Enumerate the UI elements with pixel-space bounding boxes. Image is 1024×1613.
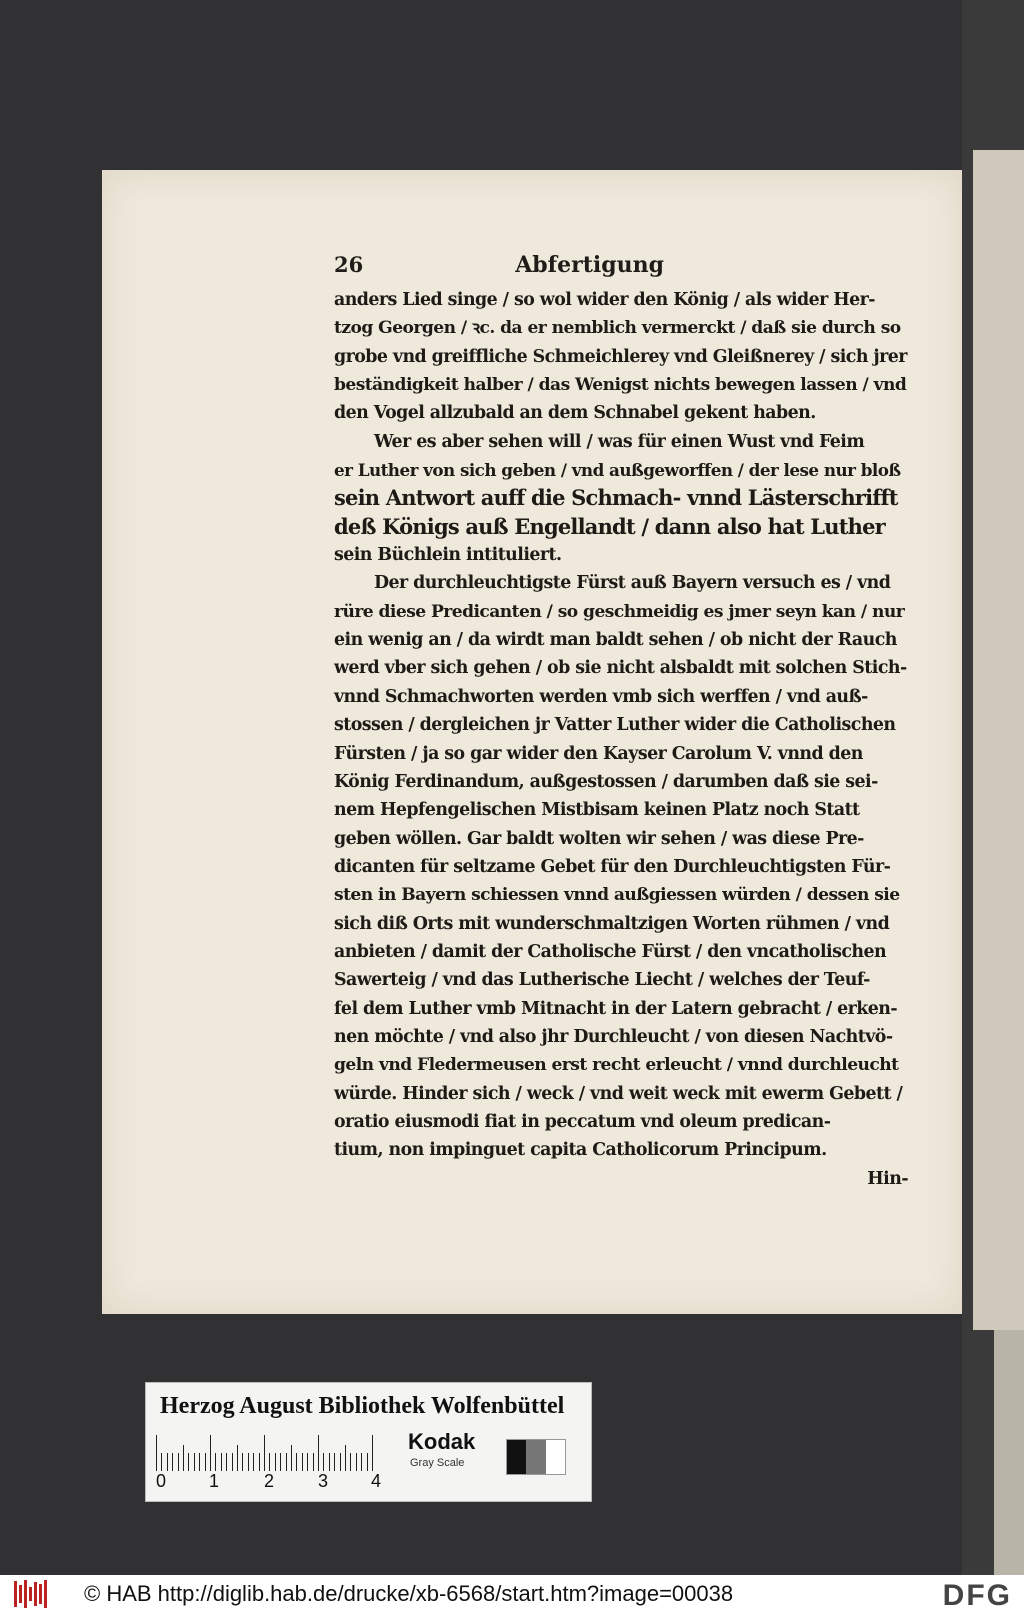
text-line: anders Lied singe / so wol wider den König / als wider Her- bbox=[334, 290, 875, 310]
text-line: nem Hepfengelischen Mistbisam keinen Platz noch Statt bbox=[334, 800, 860, 821]
ruler-tick bbox=[205, 1453, 206, 1471]
ruler-tick bbox=[329, 1453, 330, 1471]
ruler-tick bbox=[237, 1445, 238, 1471]
ruler-tick bbox=[350, 1453, 351, 1471]
scale-number: 4 bbox=[371, 1471, 382, 1491]
text-line: ein wenig an / da wirdt man baldt sehen / ob nicht der Rauch bbox=[334, 630, 897, 651]
ruler-tick bbox=[215, 1453, 216, 1471]
ruler-tick bbox=[275, 1453, 276, 1471]
text-line: sich diß Orts mit wunderschmaltzigen Worten rühmen / vnd bbox=[334, 913, 890, 934]
text-line: sein Büchlein intituliert. bbox=[334, 545, 562, 566]
ruler-tick bbox=[356, 1453, 357, 1471]
gray-swatches bbox=[506, 1439, 566, 1475]
hab-barcode-logo-icon bbox=[14, 1579, 60, 1609]
ruler-tick bbox=[372, 1435, 373, 1471]
page-header bbox=[334, 252, 664, 278]
text-line: tium, non impinguet capita Catholicorum Principum. bbox=[334, 1140, 827, 1161]
next-page-edge-lower bbox=[994, 1330, 1024, 1575]
ruler-tick bbox=[156, 1435, 157, 1471]
ruler-tick bbox=[340, 1453, 341, 1471]
ruler-tick bbox=[323, 1453, 324, 1471]
text-line: geln vnd Fledermeusen erst recht erleucht / vnnd durchleucht bbox=[334, 1055, 899, 1076]
page-text-block bbox=[334, 252, 908, 1193]
scale-number: 2 bbox=[264, 1471, 275, 1491]
ruler-tick bbox=[210, 1435, 211, 1471]
ruler-tick bbox=[226, 1453, 227, 1471]
ruler-tick bbox=[313, 1453, 314, 1471]
text-line: Hin- bbox=[867, 1168, 908, 1189]
ruler-tick bbox=[167, 1453, 168, 1471]
scale-number: 3 bbox=[318, 1471, 329, 1491]
ruler-tick bbox=[259, 1453, 260, 1471]
swatch-white bbox=[546, 1440, 565, 1474]
text-line: werd vber sich gehen / ob sie nicht alsbaldt mit solchen Stich- bbox=[334, 658, 907, 679]
text-line: vnnd Schmachworten werden vmb sich werffen / vnd auß- bbox=[334, 686, 868, 707]
ruler-tick bbox=[248, 1453, 249, 1471]
footer-bar bbox=[0, 1575, 1024, 1613]
ruler-tick bbox=[178, 1453, 179, 1471]
scale-ruler bbox=[156, 1431, 386, 1471]
text-line: Fürsten / ja so gar wider den Kayser Carolum V. vnnd den bbox=[334, 743, 863, 764]
text-line: stossen / dergleichen jr Vatter Luther wider die Catholischen bbox=[334, 715, 896, 736]
text-line: tzog Georgen / ꝛc. da er nemblich vermerckt / daß sie durch so bbox=[334, 318, 901, 339]
text-line: geben wöllen. Gar baldt wolten wir sehen / was diese Pre- bbox=[334, 828, 864, 849]
ruler-tick bbox=[291, 1445, 292, 1471]
text-line: rüre diese Predicanten / so geschmeidig es jmer seyn kan / nur bbox=[334, 601, 905, 622]
ruler-tick bbox=[345, 1445, 346, 1471]
library-name: Herzog August Bibliothek Wolfenbüttel bbox=[160, 1393, 565, 1419]
text-line: den Vogel allzubald an dem Schnabel gekent haben. bbox=[334, 403, 816, 424]
text-line: fel dem Luther vmb Mitnacht in der Latern gebracht / erken- bbox=[334, 998, 898, 1019]
ruler-tick bbox=[334, 1453, 335, 1471]
text-line: oratio eiusmodi fiat in peccatum vnd oleum predican- bbox=[334, 1111, 831, 1132]
kodak-logo: Kodak bbox=[408, 1429, 476, 1454]
gray-scale-label: Gray Scale bbox=[410, 1457, 465, 1469]
ruler-tick bbox=[199, 1453, 200, 1471]
ruler-tick bbox=[367, 1453, 368, 1471]
text-line: würde. Hinder sich / weck / vnd weit weck mit ewerm Gebett / bbox=[334, 1083, 903, 1104]
ruler-tick bbox=[232, 1453, 233, 1471]
scale-number: 0 bbox=[156, 1471, 167, 1491]
ruler-tick bbox=[269, 1453, 270, 1471]
text-line: nen möchte / vnd also jhr Durchleucht / von diesen Nachtvö- bbox=[334, 1026, 893, 1047]
source-url[interactable]: © HAB http://diglib.hab.de/drucke/xb-6568/start.htm?image=00038 bbox=[84, 1581, 734, 1606]
swatch-black bbox=[507, 1440, 526, 1474]
text-line: anbieten / damit der Catholische Fürst / den vncatholischen bbox=[334, 941, 887, 962]
ruler-tick bbox=[264, 1435, 265, 1471]
ruler-tick bbox=[280, 1453, 281, 1471]
text-line: König Ferdinandum, außgestossen / darumben daß sie sei- bbox=[334, 771, 878, 792]
text-line: Wer es aber sehen will / was für einen Wust vnd Feim bbox=[374, 431, 865, 452]
book-page bbox=[102, 170, 962, 1314]
ruler-tick bbox=[302, 1453, 303, 1471]
text-line: sein Antwort auff die Schmach- vnnd Lästerschrifft bbox=[334, 485, 898, 511]
swatch-gray bbox=[526, 1440, 545, 1474]
body-text bbox=[334, 286, 908, 1193]
scale-number: 1 bbox=[209, 1471, 220, 1491]
dfg-logo: DFG bbox=[942, 1579, 1012, 1612]
text-line: grobe vnd greiffliche Schmeichlerey vnd Gleißnerey / sich jrer bbox=[334, 346, 907, 367]
ruler-tick bbox=[221, 1453, 222, 1471]
text-line: beständigkeit halber / das Wenigst nichts bewegen lassen / vnd bbox=[334, 375, 907, 396]
page-number: 26 bbox=[334, 252, 364, 277]
running-head: Abfertigung bbox=[515, 252, 664, 278]
ruler-tick bbox=[183, 1445, 184, 1471]
ruler-tick bbox=[286, 1453, 287, 1471]
next-page-edge bbox=[973, 150, 1024, 1330]
text-line: Der durchleuchtigste Fürst auß Bayern versuch es / vnd bbox=[374, 573, 891, 594]
color-target-card bbox=[145, 1382, 592, 1502]
ruler-tick bbox=[307, 1453, 308, 1471]
ruler-tick bbox=[253, 1453, 254, 1471]
ruler-tick bbox=[194, 1453, 195, 1471]
ruler-tick bbox=[172, 1453, 173, 1471]
ruler-tick bbox=[161, 1453, 162, 1471]
text-line: deß Königs auß Engellandt / dann also hat Luther bbox=[334, 513, 885, 539]
ruler-tick bbox=[318, 1435, 319, 1471]
text-line: sten in Bayern schiessen vnnd außgiessen würden / dessen sie bbox=[334, 885, 900, 906]
ruler-tick bbox=[188, 1453, 189, 1471]
text-line: Sawerteig / vnd das Lutherische Liecht / welches der Teuf- bbox=[334, 970, 870, 991]
text-line: dicanten für seltzame Gebet für den Durchleuchtigsten Für- bbox=[334, 856, 891, 877]
ruler-tick bbox=[296, 1453, 297, 1471]
text-line: er Luther von sich geben / vnd außgeworffen / der lese nur bloß bbox=[334, 460, 901, 481]
ruler-tick bbox=[242, 1453, 243, 1471]
ruler-tick bbox=[361, 1453, 362, 1471]
